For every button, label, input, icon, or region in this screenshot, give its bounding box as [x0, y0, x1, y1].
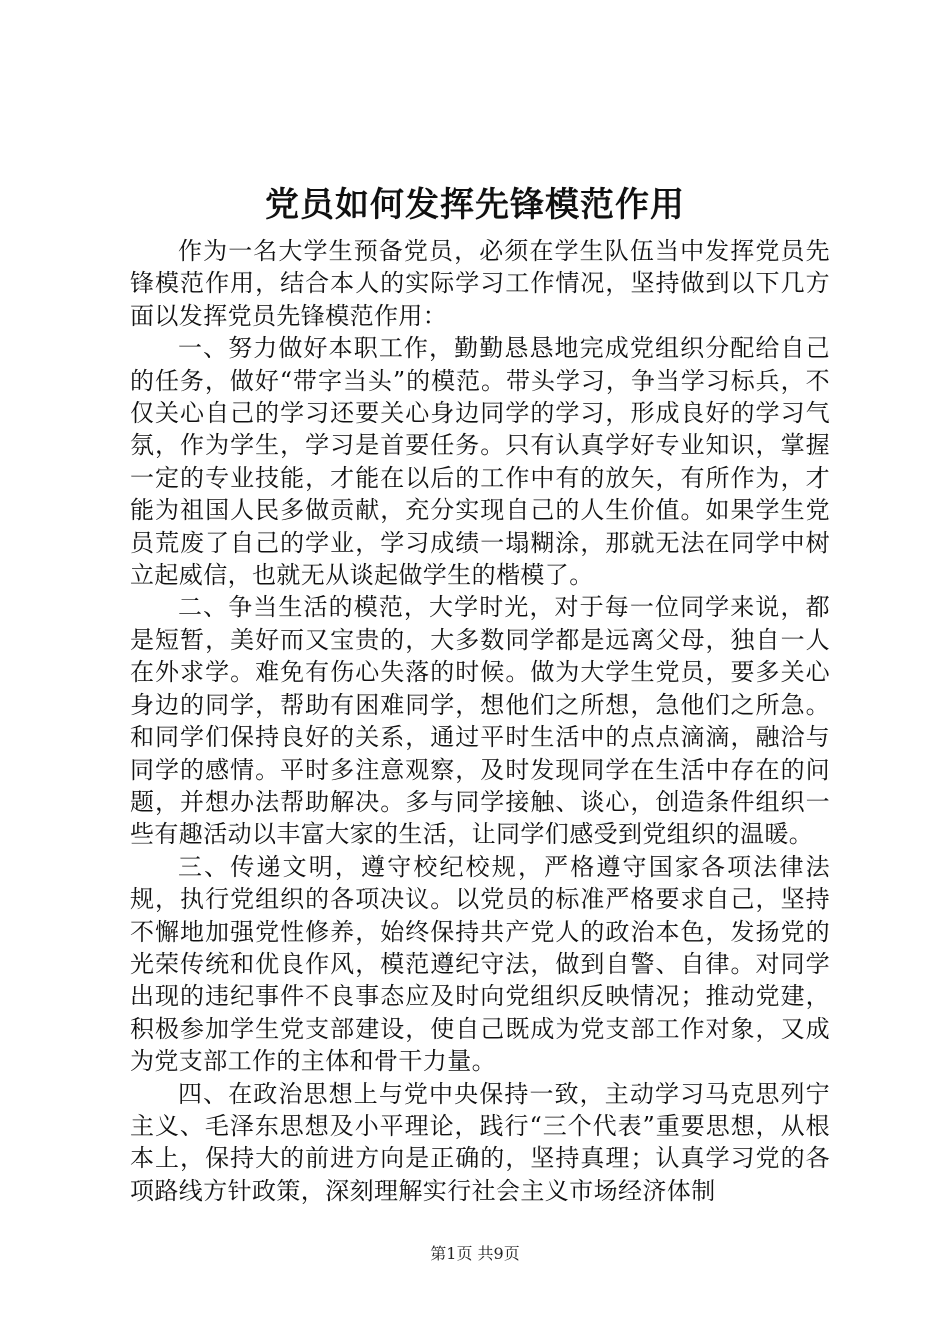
paragraph-section-4: 四、在政治思想上与党中央保持一致，主动学习马克思列宁主义、毛泽东思想及小平理论，践行“三个代表”重要思想，从根本上，保持大的前进方向是正确的，坚持真理；认真学习党的各项路线方针政策，深刻理解实行社会主义市场经济体制 — [130, 1079, 830, 1205]
paragraph-section-2: 二、争当生活的模范，大学时光，对于每一位同学来说，都是短暂，美好而又宝贵的，大多数同学都是远离父母，独自一人在外求学。难免有伤心失落的时候。做为大学生党员，要多关心身边的同学，帮助有困难同学，想他们之所想，急他们之所急。和同学们保持良好的关系，通过平时生活中的点点滴滴，融洽与同学的感情。平时多注意观察，及时发现同学在生活中存在的问题，并想办法帮助解决。多与同学接触、谈心，创造条件组织一些有趣活动以丰富大家的生活，让同学们感受到党组织的温暖。 — [130, 593, 830, 849]
paragraph-section-3: 三、传递文明，遵守校纪校规，严格遵守国家各项法律法规，执行党组织的各项决议。以党员的标准严格要求自己，坚持不懈地加强党性修养，始终保持共产党人的政治本色，发扬党的光荣传统和优良作风，模范遵纪守法，做到自警、自律。对同学出现的违纪事件不良事态应及时向党组织反映情况；推动党建，积极参加学生党支部建设，使自己既成为党支部工作对象，又成为党支部工作的主体和骨干力量。 — [130, 852, 830, 1076]
document-body — [130, 235, 830, 1207]
document-title: 党员如何发挥先锋模范作用 — [265, 185, 685, 225]
page-footer: 第1页 共9页 — [430, 1244, 520, 1263]
paragraph-intro: 作为一名大学生预备党员，必须在学生队伍当中发挥党员先锋模范作用，结合本人的实际学习工作情况，坚持做到以下几方面以发挥党员先锋模范作用： — [130, 237, 830, 330]
paragraph-section-1: 一、努力做好本职工作，勤勤恳恳地完成党组织分配给自己的任务，做好“带字当头”的模范。带头学习，争当学习标兵，不仅关心自己的学习还要关心身边同学的学习，形成良好的学习气氛，作为学生，学习是首要任务。只有认真学好专业知识，掌握一定的专业技能，才能在以后的工作中有的放矢，有所作为，才能为祖国人民多做贡献，充分实现自己的人生价值。如果学生党员荒废了自己的学业，学习成绩一塌糊涂，那就无法在同学中树立起威信，也就无从谈起做学生的楷模了。 — [130, 334, 830, 590]
